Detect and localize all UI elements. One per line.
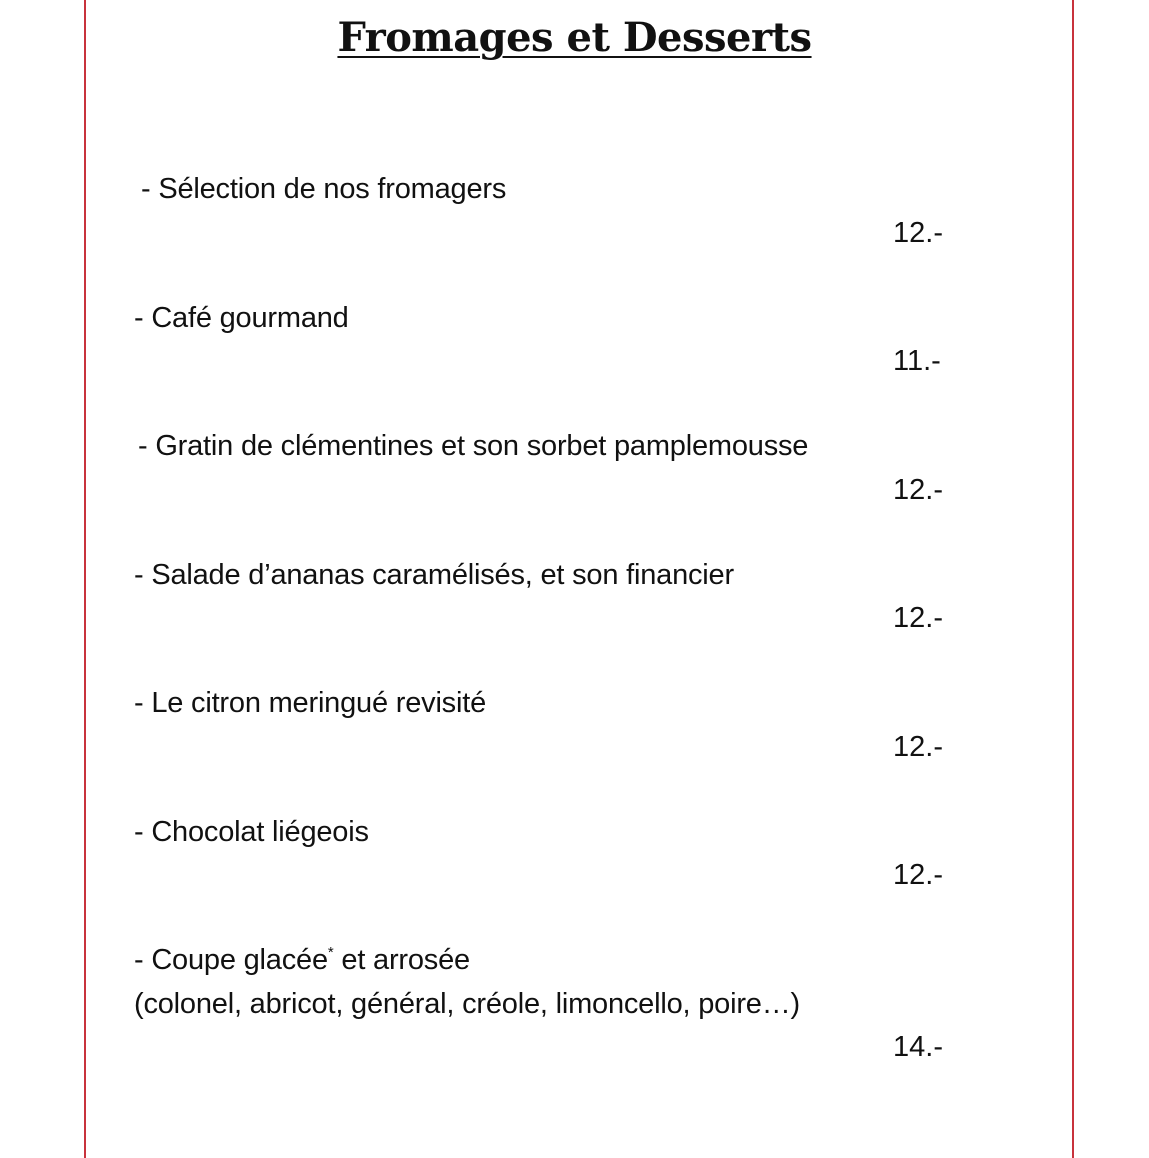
menu-item-price: 14.- xyxy=(893,1031,943,1063)
menu-item-name: - Chocolat liégeois xyxy=(134,816,369,848)
menu-item-price: 12.- xyxy=(893,602,943,634)
menu-item-name xyxy=(134,942,470,978)
menu-item-price: 12.- xyxy=(893,474,943,506)
menu-item-name: - Gratin de clémentines et son sorbet pamplemousse xyxy=(138,430,809,462)
menu-item-name: - Le citron meringué revisité xyxy=(134,687,487,719)
menu-item-name-end: et arrosée xyxy=(333,944,470,976)
menu-item-detail: (colonel, abricot, général, créole, limoncello, poire…) xyxy=(134,988,800,1020)
footnote-mark: * xyxy=(327,944,334,961)
menu-item-name: - Sélection de nos fromagers xyxy=(141,173,507,205)
menu-item-price: 12.- xyxy=(893,731,943,763)
menu-item-name: - Salade d’ananas caramélisés, et son financier xyxy=(134,559,734,591)
menu-item-price: 12.- xyxy=(893,859,943,891)
menu-item-name-start: - Coupe glacée xyxy=(134,944,328,976)
menu-item-price: 11.- xyxy=(893,345,941,377)
menu-item-name: - Café gourmand xyxy=(134,302,349,334)
menu-title: Fromages et Desserts xyxy=(337,14,812,61)
menu-item-price: 12.- xyxy=(893,217,943,249)
